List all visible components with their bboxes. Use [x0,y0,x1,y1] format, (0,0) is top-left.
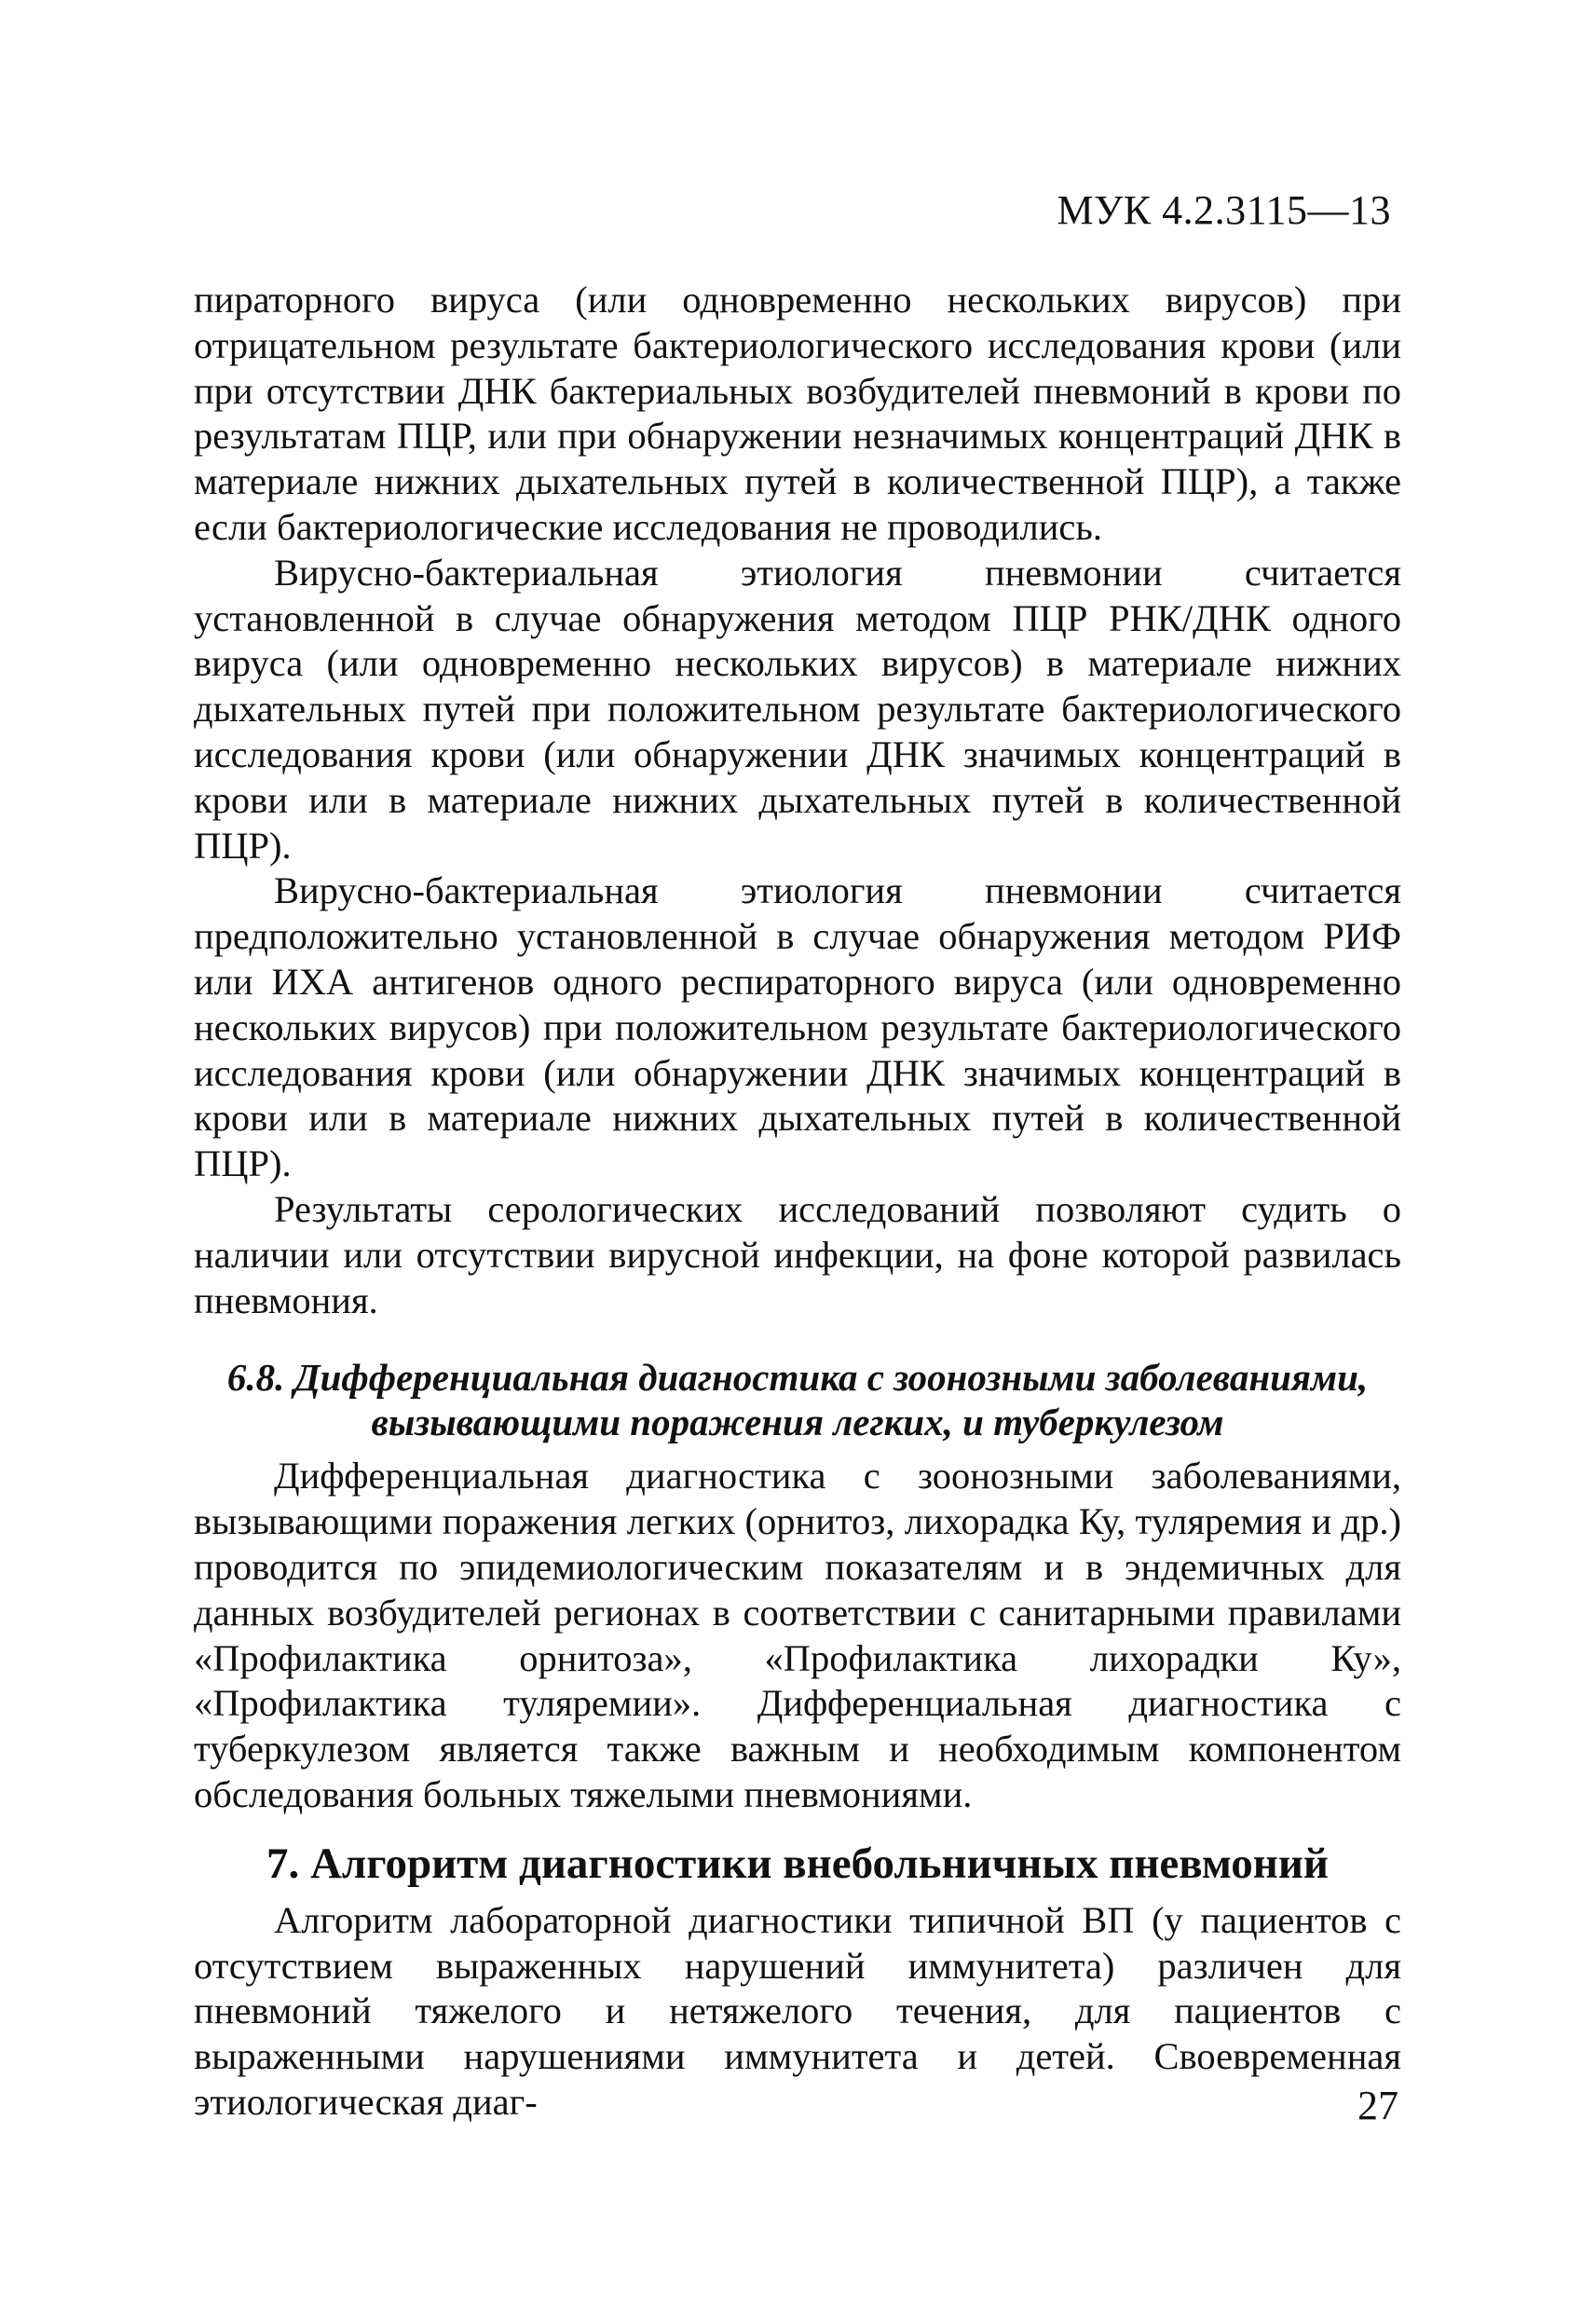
document-body [194,278,1401,2126]
section-heading-7: 7. Алгоритм диагностики внебольничных пневмоний [266,1839,1329,1888]
paragraph-viral-bacterial-presumed: Вирусно-бактериальная этиология пневмонии считается предположительно установленной в случае обнаружения методом РИФ или ИХА антигенов одного респираторного вируса (или одновременно нескольких вирусов) при положительном результате бактериологического исследования крови (или обнаружении ДНК значимых концентраций в крови или в материале нижних дыхательных путей в количественной ПЦР). [194,869,1401,1185]
paragraph-serological-results: Результаты серологических исследований позволяют судить о наличии или отсутствии вирусной инфекции, на фоне которой развилась пневмония. [194,1187,1401,1321]
subsection-heading-line1: 6.8. Дифференциальная диагностика с зоонозными заболеваниями, [226,1356,1369,1400]
paragraph-viral-bacterial-established: Вирусно-бактериальная этиология пневмонии считается установленной в случае обнаружения методом ПЦР РНК/ДНК одного вируса (или одновременно нескольких вирусов) в материале нижних дыхательных путей при положительном результате бактериологического исследования крови (или обнаружении ДНК значимых концентраций в крови или в материале нижних дыхательных путей в количественной ПЦР). [194,551,1401,867]
paragraph-continuation: пираторного вируса (или одновременно нескольких вирусов) при отрицательном результате бактериологического исследования крови (или при отсутствии ДНК бактериальных возбудителей пневмоний в крови по результатам ПЦР, или при обнаружении незначимых концентраций ДНК в материале нижних дыхательных путей в количественной ПЦР), а также если бактериологические исследования не проводились. [194,279,1401,548]
subsection-heading-6-8 [194,1355,1401,1444]
paragraph-differential-diagnosis: Дифференциальная диагностика с зоонозными заболеваниями, вызывающими поражения легких (орнитоз, лихорадка Ку, туляремия и др.) проводится по эпидемиологическим показателям и в эндемичных для данных возбудителей регионах в соответствии с санитарными правилами «Профилактика орнитоза», «Профилактика лихорадки Ку», «Профилактика туляремии». Дифференциальная диагностика с туберкулезом является также важным и необходимым компонентом обследования больных тяжелыми пневмониями. [194,1455,1401,1815]
page-number: 27 [1357,2083,1398,2128]
page-header-doc-code: МУК 4.2.3115—13 [1057,187,1391,233]
paragraph-algorithm: Алгоритм лабораторной диагностики типичной ВП (у пациентов с отсутствием выраженных нарушений иммунитета) различен для пневмоний тяжелого и нетяжелого течения, для пациентов с выраженными нарушениями иммунитета и детей. Своевременная этиологическая диаг- [194,1898,1401,2123]
subsection-heading-line2: вызывающими поражения легких, и туберкулезом [371,1401,1224,1444]
